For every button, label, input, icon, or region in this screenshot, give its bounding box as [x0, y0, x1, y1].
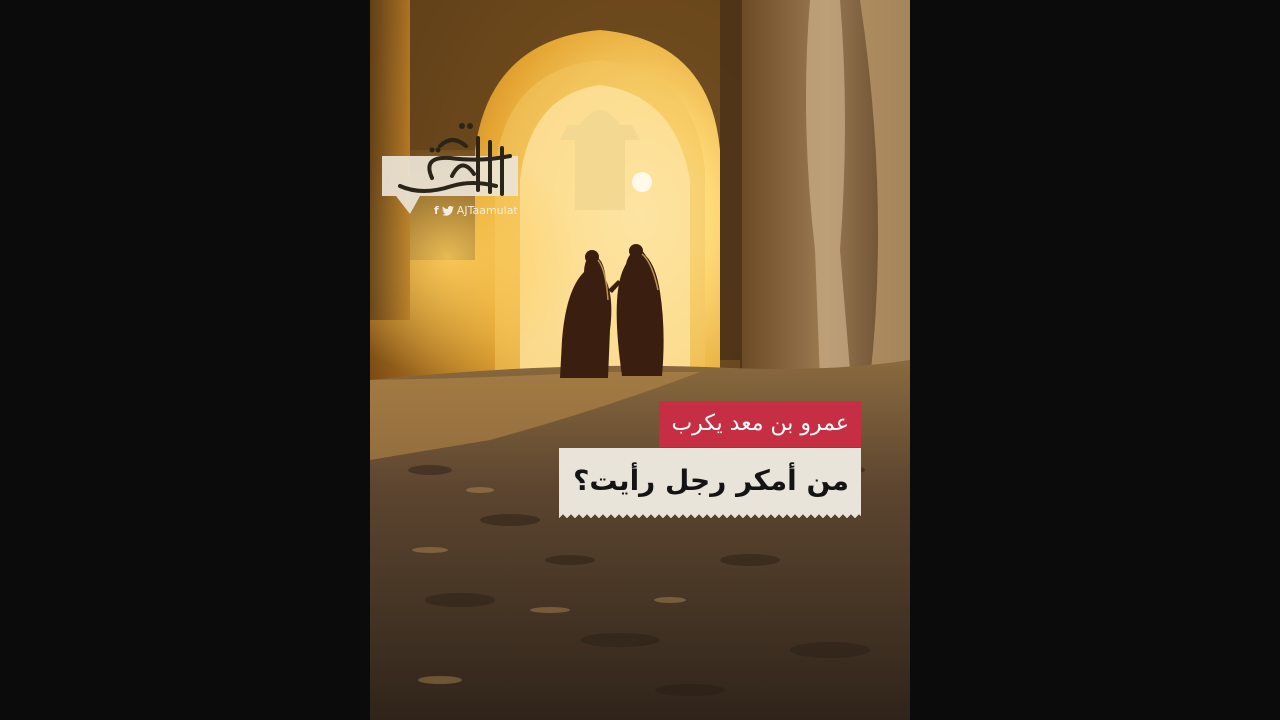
handle-text[interactable]: AJTaamulat: [456, 204, 518, 217]
logo-calligraphy: [392, 116, 522, 200]
facebook-icon[interactable]: f: [434, 204, 439, 217]
question-title: من أمكر رجل رأيت؟: [559, 448, 861, 514]
social-handle[interactable]: [434, 204, 518, 217]
person-name-label: عمرو بن معد يكرب: [659, 401, 861, 447]
post-image-frame: [370, 0, 910, 720]
background-scene: [370, 0, 910, 720]
twitter-icon[interactable]: [442, 206, 454, 216]
brand-logo: [382, 110, 522, 220]
